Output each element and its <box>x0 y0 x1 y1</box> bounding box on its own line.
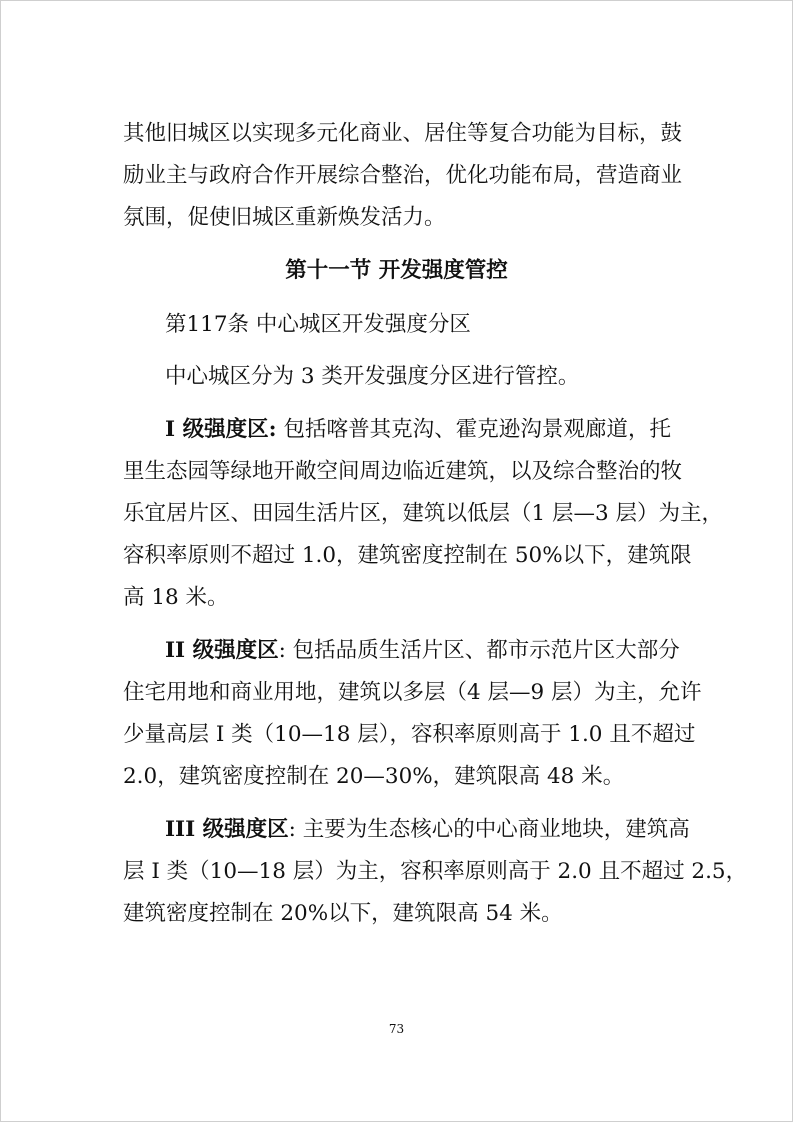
zone-1-line-2: 里生态园等绿地开敞空间周边临近建筑，以及综合整治的牧 <box>123 459 683 484</box>
zone-2-line-1 <box>165 638 680 663</box>
zone-1-label: I 级强度区: <box>165 417 277 442</box>
zone-2-label: II 级强度区 <box>165 638 279 663</box>
paragraph-1-line-3: 氛围，促使旧城区重新焕发活力。 <box>123 205 446 230</box>
paragraph-1-line-2: 励业主与政府合作开展综合整治，优化功能布局，营造商业 <box>123 163 683 188</box>
zone-2-line-4: 2.0，建筑密度控制在 20—30%，建筑限高 48 米。 <box>123 764 625 789</box>
page-number: 73 <box>388 1022 405 1036</box>
zone-3-label: III 级强度区 <box>165 817 289 842</box>
zone-1-line-3: 乐宜居片区、田园生活片区，建筑以低层（1 层—3 层）为主， <box>123 501 724 526</box>
zone-1-text-1: 包括喀普其克沟、霍克逊沟景观廊道，托 <box>283 417 671 442</box>
section-heading: 第十一节 开发强度管控 <box>285 258 508 283</box>
zone-3-line-1 <box>165 817 690 842</box>
intro-text: 中心城区分为 3 类开发强度分区进行管控。 <box>165 364 580 389</box>
zone-3-text-1: : 主要为生态核心的中心商业地块，建筑高 <box>288 817 690 842</box>
zone-2-line-3: 少量高层 I 类（10—18 层），容积率原则高于 1.0 且不超过 <box>123 722 696 747</box>
zone-1-line-4: 容积率原则不超过 1.0，建筑密度控制在 50%以下，建筑限 <box>123 543 692 568</box>
zone-3-line-2: 层 I 类（10—18 层）为主，容积率原则高于 2.0 且不超过 2.5， <box>123 859 748 884</box>
paragraph-1-line-1: 其他旧城区以实现多元化商业、居住等复合功能为目标，鼓 <box>123 121 683 146</box>
zone-2-line-2: 住宅用地和商业用地，建筑以多层（4 层—9 层）为主，允许 <box>123 680 702 705</box>
zone-2-text-1: : 包括品质生活片区、都市示范片区大部分 <box>278 638 680 663</box>
zone-1-line-5: 高 18 米。 <box>123 585 229 610</box>
article-title: 第117条 中心城区开发强度分区 <box>165 312 471 337</box>
zone-3-line-3: 建筑密度控制在 20%以下，建筑限高 54 米。 <box>123 901 563 926</box>
zone-1-line-1 <box>165 419 671 441</box>
